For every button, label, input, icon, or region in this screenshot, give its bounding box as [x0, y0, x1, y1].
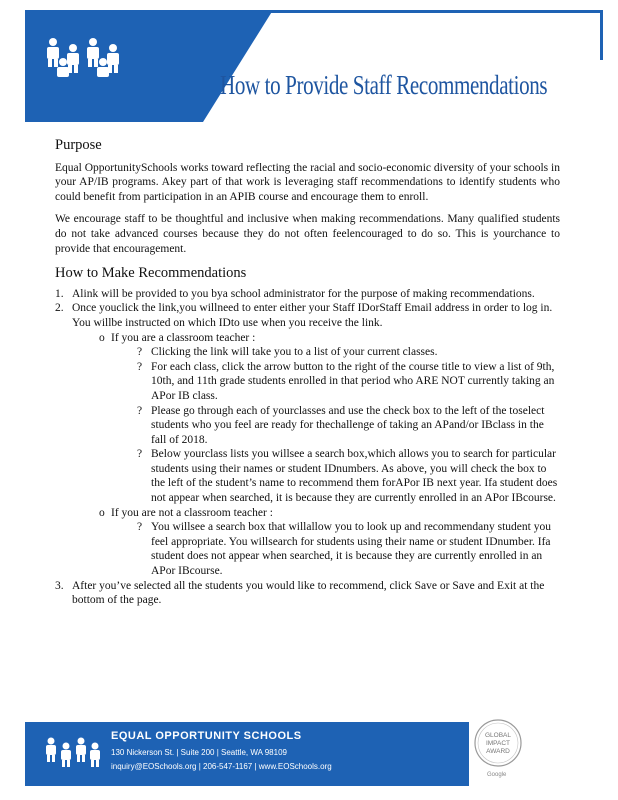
footer-address: 130 Nickerson St. | Suite 200 | Seattle, WA 98109: [111, 748, 287, 757]
role-marker: o: [99, 331, 105, 344]
bullet-text: Please go through each of yourclasses and use the check box to the left of the toselect students who you feel are ready for thechallenge of taking an APand/or IBclass in the fall of 2018.: [151, 404, 545, 446]
how-heading: How to Make Recommendations: [55, 265, 247, 282]
steps-list: [55, 287, 560, 579]
bullet-marker: ?: [137, 404, 143, 417]
bullet-marker: ?: [137, 448, 143, 461]
step-text: Alink will be provided to you bya school administrator for the purpose of making recommendations.: [72, 287, 535, 300]
header-top-rule: [203, 10, 603, 13]
step-text: Once youclick the link,you willneed to enter either your Staff IDorStaff Email address in order to log in. You willbe instructed on which IDto use when you receive the link.: [72, 302, 553, 329]
global-impact-award-badge-icon: [473, 718, 523, 770]
bullet-item: [137, 404, 560, 448]
role-item-classroom: [99, 331, 560, 506]
bullet-text: Below yourclass lists you willsee a search box,which allows you to search for particular students using their names or student IDnumbers. As above, you will check the box to the left of the student’s name to recommend them forAPor IB next year. Ifa student does not appear when searched, it is because they are currently enrolled in an APor IBcourse.: [151, 448, 558, 505]
footer-org-name: EQUAL OPPORTUNITY SCHOOLS: [111, 730, 302, 742]
footer-contact: inquiry@EOSchools.org | 206-547-1167 | www.EOSchools.org: [111, 762, 332, 771]
bullet-item: [137, 447, 560, 505]
final-step-text: After you’ve selected all the students you would like to recommend, click Save or Save and Exit at the bottom of the page.: [72, 579, 545, 607]
role-marker: o: [99, 506, 105, 519]
bullet-marker: ?: [137, 360, 143, 373]
step-number: 1.: [55, 287, 64, 300]
eos-logo-icon: [45, 36, 133, 82]
role-label: If you are not a classroom teacher :: [111, 506, 273, 519]
bullet-text: You willsee a search box that willallow you to look up and recommendany student you feel appropriate. You willsearch for students using their name or student IDnumber. Ifa student does not appear when searched, it is because they are currently enrolled in an APor IBcourse.: [151, 521, 551, 578]
bullet-item: [137, 360, 560, 404]
purpose-paragraph-2: We encourage staff to be thoughtful and inclusive when making recommendations. Many qualified students do not take advanced courses because they do not often feelencouraged to do so. This is yourchance to provide that encouragement.: [55, 213, 560, 255]
document-body: [55, 138, 560, 608]
bullet-marker: ?: [137, 521, 143, 534]
bullet-marker: ?: [137, 346, 143, 359]
page-header: [25, 10, 603, 122]
final-step: [55, 579, 560, 608]
step-number: 2.: [55, 302, 64, 315]
award-line-1: GLOBAL: [484, 732, 512, 739]
final-step-number: 3.: [55, 579, 64, 592]
award-sponsor: Google: [487, 772, 507, 778]
role-item-nonclassroom: [99, 506, 560, 579]
header-diagonal: [203, 10, 273, 122]
award-line-3: AWARD: [486, 748, 510, 755]
header-right-rule: [600, 10, 603, 60]
page-title: How to Provide Staff Recommendations: [220, 70, 548, 100]
role-list: [72, 331, 560, 579]
step-item: [55, 287, 560, 302]
bullet-item: [137, 345, 560, 360]
classroom-bullets: [111, 345, 560, 506]
bullet-text: Clicking the link will take you to a list of your current classes.: [151, 346, 438, 359]
award-line-2: IMPACT: [485, 740, 511, 747]
bullet-item: [137, 520, 560, 578]
purpose-paragraph-1: Equal OpportunitySchools works toward reflecting the racial and socio-economic diversity of your schools in your AP/IB programs. Akey part of that work is leveraging staff recommendations to identify students who could benefit from participation in an APIB course and encourage them to enroll.: [55, 161, 560, 203]
step-item: [55, 301, 560, 578]
footer-logo-icon: [45, 736, 101, 772]
role-label: If you are a classroom teacher :: [111, 331, 256, 344]
nonclassroom-bullets: [111, 520, 560, 578]
page-footer: [25, 722, 469, 786]
bullet-text: For each class, click the arrow button to the right of the course title to view a list of 9th, 10th, and 11th grade students enrolled in that period who ARE NOT currently taking an APor IB class.: [151, 360, 555, 402]
purpose-heading: Purpose: [55, 137, 102, 153]
